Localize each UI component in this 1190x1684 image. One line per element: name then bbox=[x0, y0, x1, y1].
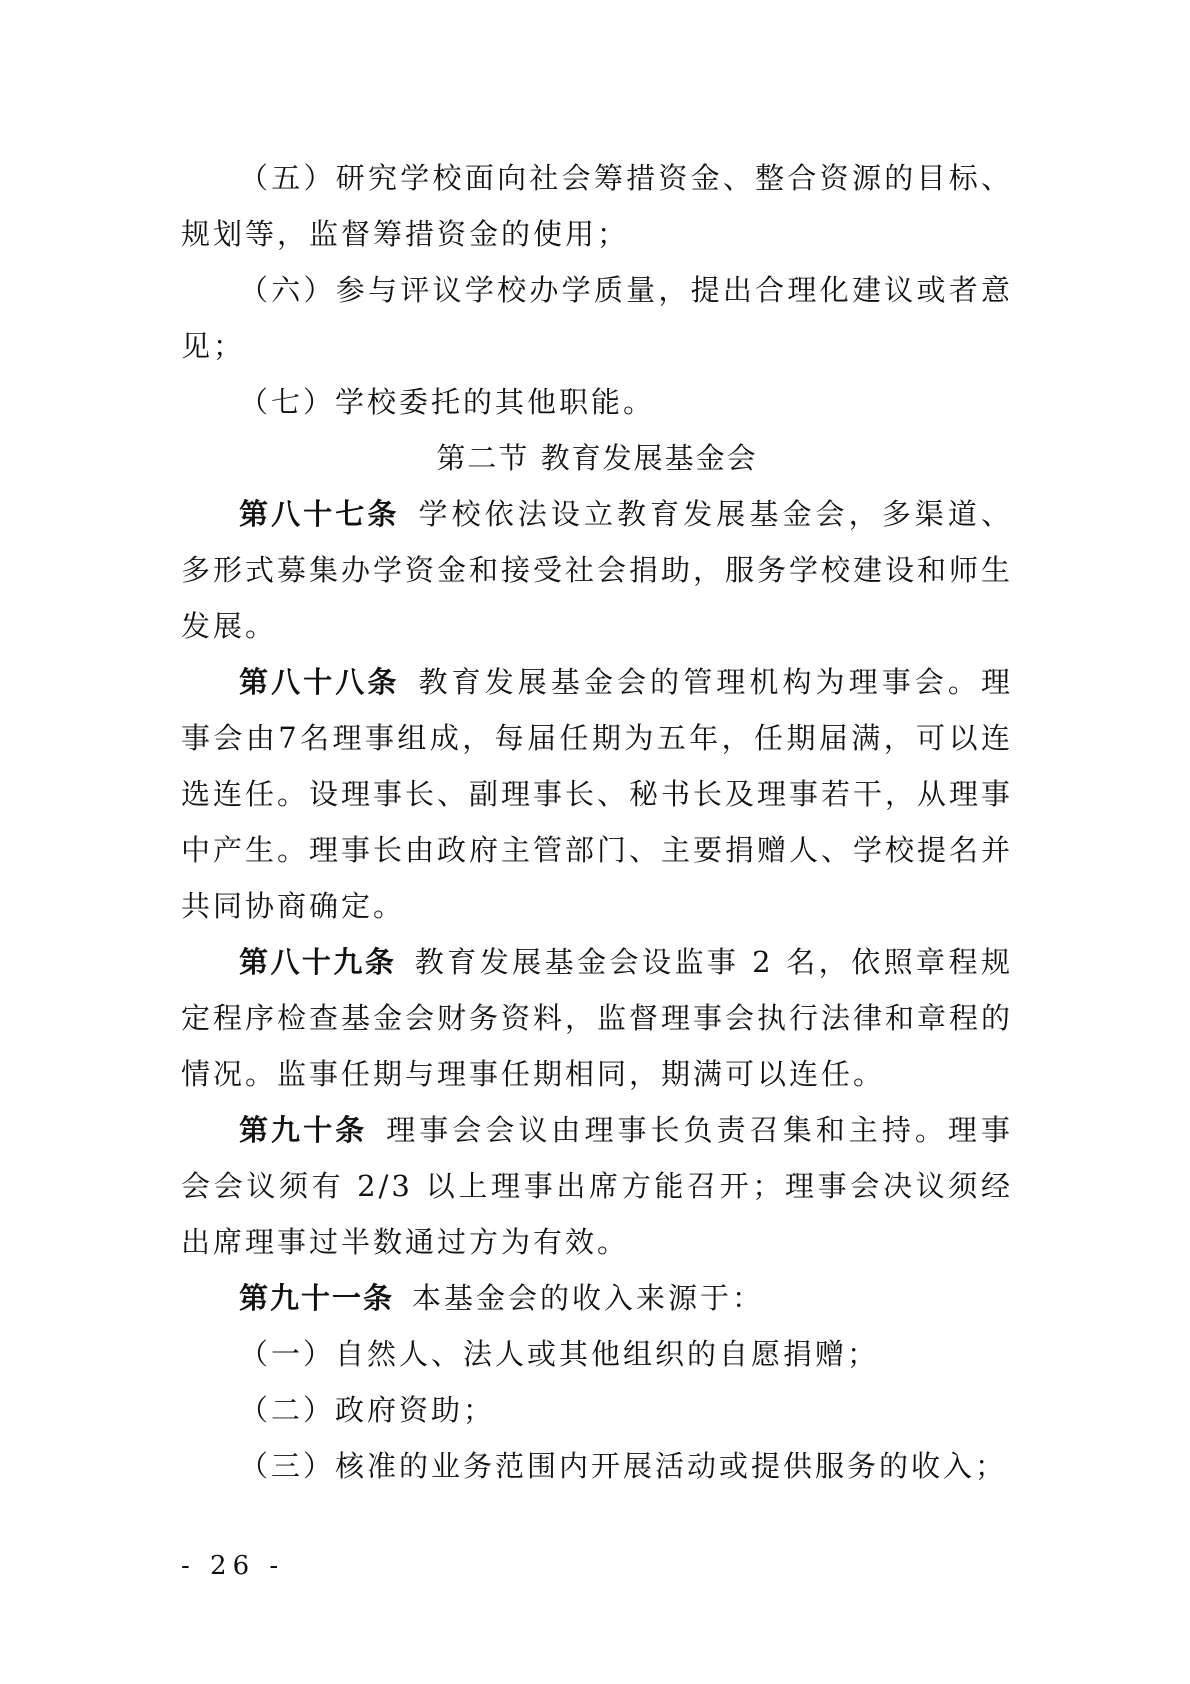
article-paragraph bbox=[181, 1102, 1013, 1270]
list-item bbox=[181, 1438, 1013, 1494]
article-text: 理事会会议由理事长负责召集和主持。理事会会议须有 2/3 以上理事出席方能召开；理事会决议须经出席理事过半数通过方为有效。 bbox=[181, 1113, 1013, 1259]
clause-paragraph bbox=[181, 262, 1013, 374]
document-page bbox=[181, 150, 1013, 1494]
list-item bbox=[181, 1326, 1013, 1382]
article-label: 第八十八条 bbox=[239, 665, 400, 699]
page-number: - 26 - bbox=[181, 1551, 285, 1581]
list-item-text: （三）核准的业务范围内开展活动或提供服务的收入； bbox=[239, 1449, 1008, 1483]
list-item bbox=[181, 1382, 1013, 1438]
article-paragraph bbox=[181, 486, 1013, 654]
list-item-text: （二）政府资助； bbox=[239, 1393, 496, 1427]
clause-paragraph bbox=[181, 150, 1013, 262]
clause-paragraph bbox=[181, 374, 1013, 430]
article-text: 本基金会的收入来源于： bbox=[412, 1281, 765, 1315]
article-label: 第九十一条 bbox=[239, 1281, 395, 1315]
list-item-text: （一）自然人、法人或其他组织的自愿捐赠； bbox=[239, 1337, 880, 1371]
section-title: 第二节 教育发展基金会 bbox=[436, 441, 758, 475]
article-paragraph bbox=[181, 934, 1013, 1102]
article-paragraph bbox=[181, 654, 1013, 934]
article-label: 第九十条 bbox=[239, 1113, 368, 1147]
article-text: 学校依法设立教育发展基金会，多渠道、多形式募集办学资金和接受社会捐助，服务学校建设和师生发展。 bbox=[181, 497, 1014, 643]
article-paragraph bbox=[181, 1270, 1013, 1326]
clause-text: （六）参与评议学校办学质量，提出合理化建议或者意见； bbox=[181, 273, 1013, 363]
article-text: 教育发展基金会设监事 2 名，依照章程规定程序检查基金会财务资料，监督理事会执行法律和章程的情况。监事任期与理事任期相同，期满可以连任。 bbox=[181, 945, 1014, 1091]
clause-text: （五）研究学校面向社会筹措资金、整合资源的目标、规划等，监督筹措资金的使用； bbox=[181, 161, 1013, 251]
clause-text: （七）学校委托的其他职能。 bbox=[239, 385, 656, 419]
article-text: 教育发展基金会的管理机构为理事会。理事会由7名理事组成，每届任期为五年，任期届满，可以连选连任。设理事长、副理事长、秘书长及理事若干，从理事中产生。理事长由政府主管部门、主要捐赠人、学校提名并共同协商确定。 bbox=[181, 665, 1014, 923]
article-label: 第八十九条 bbox=[239, 945, 397, 979]
article-label: 第八十七条 bbox=[239, 497, 400, 531]
